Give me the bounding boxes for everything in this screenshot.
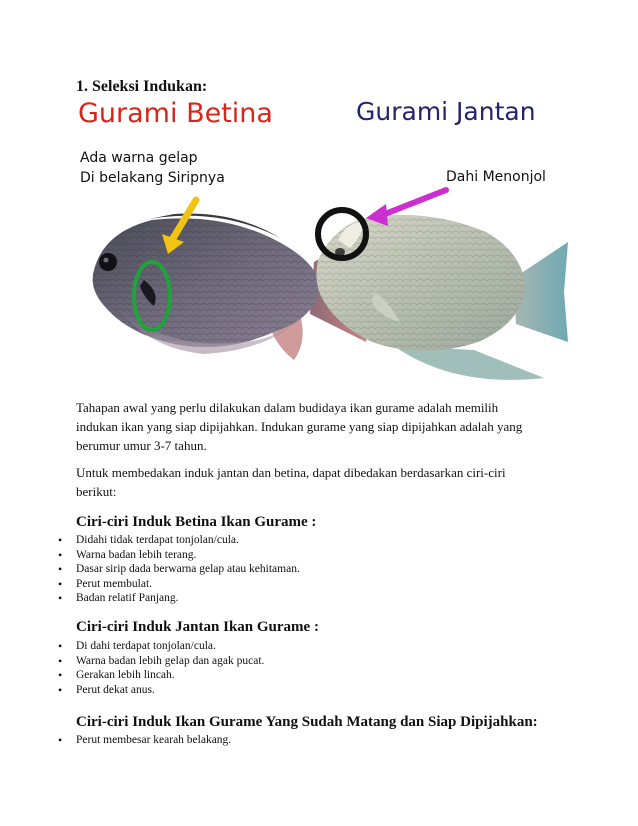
female-note-line1: Ada warna gelap xyxy=(80,150,198,166)
female-note-line2: Di belakang Siripnya xyxy=(80,170,225,186)
male-note: Dahi Menonjol xyxy=(446,169,546,185)
ready-heading: Ciri-ciri Induk Ikan Gurame Yang Sudah Matang dan Siap Dipijahkan: xyxy=(76,714,538,730)
male-traits-list xyxy=(0,639,264,697)
intro-line: berumur umur 3-7 tahun. xyxy=(76,438,207,453)
magenta-arrow xyxy=(380,190,446,216)
female-heading: Ciri-ciri Induk Betina Ikan Gurame : xyxy=(76,514,317,530)
list-item: • Perut membesar kearah belakang. xyxy=(0,733,231,748)
list-item: • Perut dekat anus. xyxy=(0,683,264,698)
compare-line: Untuk membedakan induk jantan dan betina, dapat dibedakan berdasarkan ciri-ciri xyxy=(76,465,506,480)
fish-comparison-figure xyxy=(74,92,570,394)
female-traits-list xyxy=(0,533,300,606)
intro-line: indukan ikan yang siap dipijahkan. Indukan gurame yang siap dipijahkan adalah yang xyxy=(76,419,523,434)
list-item: • Dasar sirip dada berwarna gelap atau kehitaman. xyxy=(0,562,300,577)
intro-line: Tahapan awal yang perlu dilakukan dalam budidaya ikan gurame adalah memilih xyxy=(76,400,499,415)
list-item: • Badan relatif Panjang. xyxy=(0,591,300,606)
list-item: • Gerakan lebih lincah. xyxy=(0,668,264,683)
compare-line: berikut: xyxy=(76,484,117,499)
intro-paragraph xyxy=(76,398,566,455)
male-title: Gurami Jantan xyxy=(356,97,536,126)
compare-paragraph xyxy=(76,463,566,501)
female-title: Gurami Betina xyxy=(78,98,273,129)
list-item: • Didahi tidak terdapat tonjolan/cula. xyxy=(0,533,300,548)
list-item: • Perut membulat. xyxy=(0,577,300,592)
list-item: • Warna badan lebih gelap dan agak pucat. xyxy=(0,654,264,669)
section-title: 1. Seleksi Indukan: xyxy=(76,78,208,95)
male-fish xyxy=(316,215,568,380)
ready-traits-list xyxy=(0,733,231,748)
male-heading: Ciri-ciri Induk Jantan Ikan Gurame : xyxy=(76,619,319,635)
list-item: • Di dahi terdapat tonjolan/cula. xyxy=(0,639,264,654)
list-item: • Warna badan lebih terang. xyxy=(0,548,300,563)
